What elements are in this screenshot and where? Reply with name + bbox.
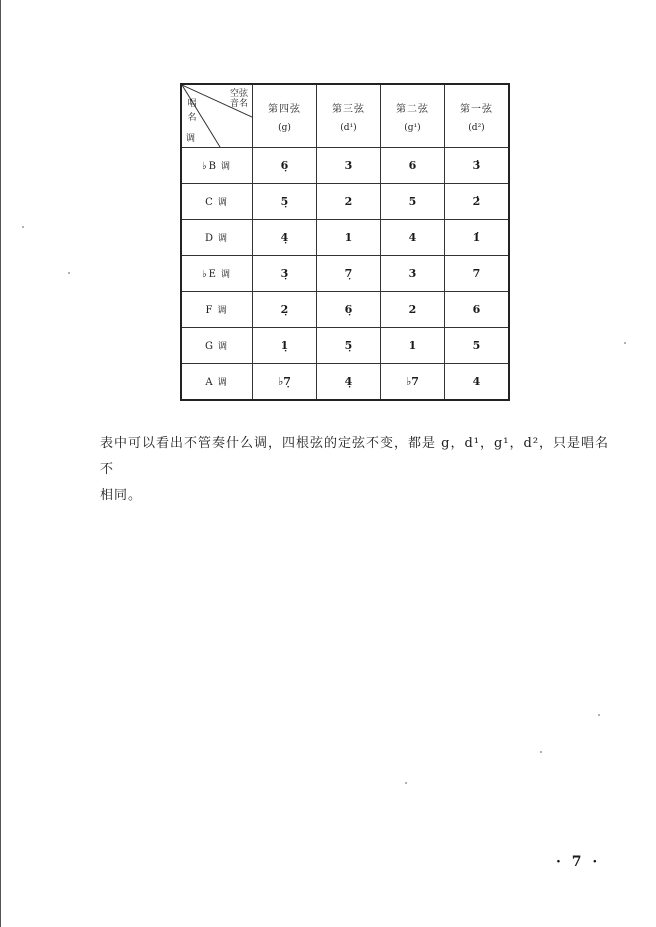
note-value: 7 bbox=[472, 267, 481, 280]
header-pitch: (d¹) bbox=[340, 122, 357, 133]
note-value: 1 bbox=[408, 339, 417, 352]
note-value: 4̣ bbox=[280, 231, 289, 244]
note-value: 3̣ bbox=[280, 267, 289, 280]
key-suffix: 调 bbox=[217, 378, 229, 388]
scan-speck bbox=[22, 226, 24, 228]
note-cell bbox=[381, 256, 445, 292]
note-cell bbox=[381, 148, 445, 184]
note-value: 5 bbox=[408, 195, 417, 208]
note-cell bbox=[445, 256, 510, 292]
note-cell bbox=[317, 328, 381, 364]
key-cell bbox=[181, 292, 253, 328]
note-value: 3 bbox=[344, 159, 353, 172]
note-value: 5̣ bbox=[280, 195, 289, 208]
note-cell bbox=[381, 328, 445, 364]
key-cell bbox=[181, 184, 253, 220]
note-value: ♭7 bbox=[406, 375, 419, 388]
note-cell bbox=[317, 364, 381, 401]
header-string-4 bbox=[253, 84, 317, 148]
key-name: A bbox=[205, 377, 215, 388]
note-cell bbox=[253, 148, 317, 184]
note-value: 7̣ bbox=[344, 267, 353, 280]
tuning-table bbox=[180, 83, 510, 401]
key-suffix: 调 bbox=[221, 162, 233, 172]
note-cell bbox=[317, 148, 381, 184]
corner-label-key: 调 bbox=[186, 134, 196, 144]
note-value: 1̇ bbox=[472, 231, 481, 244]
scan-speck bbox=[624, 342, 626, 344]
note-cell bbox=[317, 184, 381, 220]
key-name: D bbox=[204, 233, 215, 244]
header-pitch: (g) bbox=[278, 122, 291, 133]
note-cell bbox=[253, 364, 317, 401]
note-value: 6 bbox=[408, 159, 417, 172]
table-row bbox=[181, 328, 509, 364]
header-row bbox=[181, 84, 509, 148]
note-cell bbox=[445, 292, 510, 328]
note-value: 1̣ bbox=[280, 339, 289, 352]
header-pitch: (g¹) bbox=[404, 122, 421, 133]
page-number: · 7 · bbox=[556, 854, 601, 870]
table-row bbox=[181, 184, 509, 220]
table-row bbox=[181, 148, 509, 184]
note-value: 6̣ bbox=[280, 159, 289, 172]
note-value: 2 bbox=[344, 195, 353, 208]
note-value: 1 bbox=[344, 231, 353, 244]
note-cell bbox=[445, 328, 510, 364]
note-cell bbox=[317, 220, 381, 256]
scan-speck bbox=[68, 272, 70, 274]
note-value: 4̣ bbox=[344, 375, 353, 388]
table-row bbox=[181, 364, 509, 401]
note-cell bbox=[445, 148, 510, 184]
note-cell bbox=[253, 184, 317, 220]
note-value: 3̇ bbox=[472, 159, 481, 172]
header-name: 第四弦 bbox=[268, 103, 301, 115]
header-name: 第三弦 bbox=[332, 103, 365, 115]
header-string-2 bbox=[381, 84, 445, 148]
corner-cell bbox=[181, 84, 253, 148]
key-cell bbox=[181, 256, 253, 292]
header-name: 第一弦 bbox=[460, 103, 493, 115]
key-suffix: 调 bbox=[217, 198, 229, 208]
scan-speck bbox=[598, 714, 600, 716]
key-name: G bbox=[204, 341, 215, 352]
note-value: 4 bbox=[472, 375, 481, 388]
header-name: 第二弦 bbox=[396, 103, 429, 115]
note-value: 2 bbox=[408, 303, 417, 316]
note-cell bbox=[317, 292, 381, 328]
corner-label-strings: 空弦音名 bbox=[229, 89, 248, 109]
key-cell bbox=[181, 148, 253, 184]
key-cell bbox=[181, 364, 253, 401]
key-cell bbox=[181, 220, 253, 256]
key-name: ♭B bbox=[201, 161, 219, 172]
note-value: 2̣ bbox=[280, 303, 289, 316]
note-cell bbox=[253, 220, 317, 256]
note-cell bbox=[445, 364, 510, 401]
body-paragraph bbox=[100, 431, 610, 509]
key-name: ♭E bbox=[201, 269, 218, 280]
key-suffix: 调 bbox=[221, 270, 233, 280]
scan-speck bbox=[405, 782, 407, 784]
header-string-3 bbox=[317, 84, 381, 148]
table-row bbox=[181, 220, 509, 256]
table-row bbox=[181, 292, 509, 328]
note-value: 2̇ bbox=[472, 195, 481, 208]
key-suffix: 调 bbox=[217, 306, 229, 316]
key-name: C bbox=[205, 197, 215, 208]
header-string-1 bbox=[445, 84, 510, 148]
key-suffix: 调 bbox=[217, 342, 229, 352]
note-value: 6̣ bbox=[344, 303, 353, 316]
scan-speck bbox=[540, 751, 542, 753]
note-cell bbox=[253, 328, 317, 364]
key-cell bbox=[181, 328, 253, 364]
paragraph-line-1: 表中可以看出不管奏什么调，四根弦的定弦不变，都是 g，d¹，g¹，d²，只是唱名不 bbox=[100, 436, 610, 477]
note-cell bbox=[317, 256, 381, 292]
tuning-table-container bbox=[180, 83, 502, 397]
page-edge bbox=[0, 0, 1, 927]
header-pitch: (d²) bbox=[468, 122, 485, 133]
paragraph-line-2: 相同。 bbox=[100, 488, 143, 503]
note-value: 5 bbox=[472, 339, 481, 352]
key-suffix: 调 bbox=[218, 234, 230, 244]
note-value: 4 bbox=[408, 231, 417, 244]
note-value: 5̣ bbox=[344, 339, 353, 352]
note-cell bbox=[381, 220, 445, 256]
key-name: F bbox=[205, 305, 215, 316]
note-cell bbox=[381, 364, 445, 401]
note-cell bbox=[381, 184, 445, 220]
note-value: 3 bbox=[408, 267, 417, 280]
note-cell bbox=[253, 292, 317, 328]
note-value: ♭7̣ bbox=[278, 375, 291, 388]
corner-label-solfege: 唱名 bbox=[187, 99, 197, 123]
note-value: 6 bbox=[472, 303, 481, 316]
table-row bbox=[181, 256, 509, 292]
note-cell bbox=[445, 184, 510, 220]
note-cell bbox=[381, 292, 445, 328]
note-cell bbox=[253, 256, 317, 292]
note-cell bbox=[445, 220, 510, 256]
